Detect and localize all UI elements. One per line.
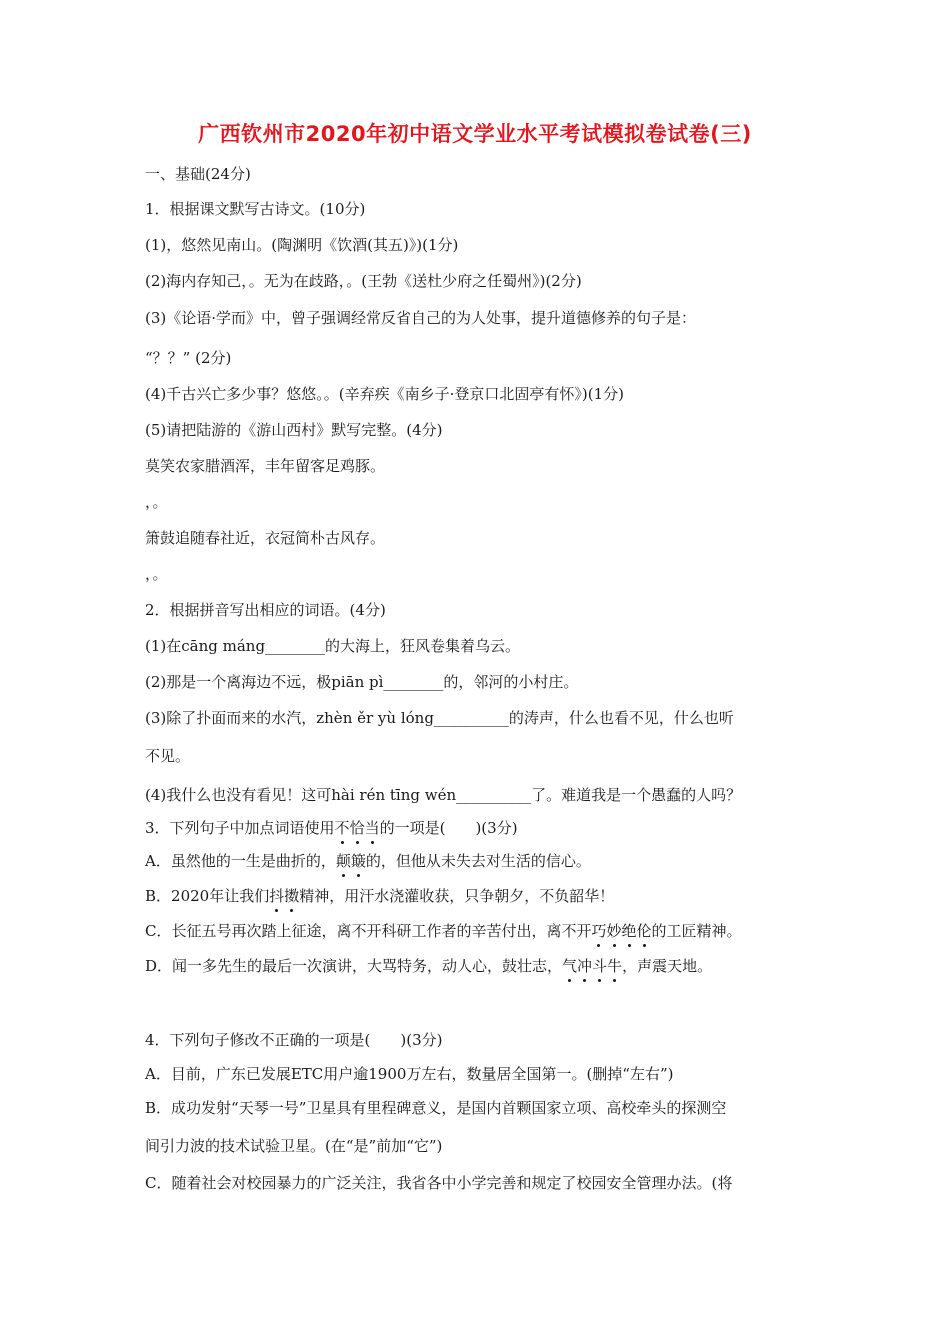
emphasis-char: 巧 [591,922,607,940]
emphasis-char: 妙 [606,922,622,940]
emphasis-char: 冲 [577,957,593,975]
text-line: B．2020年让我们抖擞精神，用汗水浇灌收获，只争朝夕，不负韶华！ [145,887,615,905]
text-line: ，。 [145,493,168,511]
emphasis-char: 不 [334,819,350,837]
text-line: (3)《论语·学而》中，曾子强调经常反省自己的为人处事，提升道德修养的句子是： [145,309,697,327]
emphasis-char: 抖 [269,887,285,905]
text-line: (4)千古兴亡多少事？悠悠。。(辛弃疾《南乡子·登京口北固亭有怀》)(1分) [145,385,624,403]
emphasis-char: 当 [364,819,380,837]
text-line: 3．下列句子中加点词语使用不恰当的一项是( )(3分) [145,819,518,837]
emphasis-char: 簸 [350,852,366,870]
text-line: A．虽然他的一生是曲折的，颠簸的，但他从未失去对生活的信心。 [145,852,591,870]
text-line: 2．根据拼音写出相应的词语。(4分) [145,601,386,619]
emphasis-char: 牛 [607,957,623,975]
text-line: C．长征五号再次踏上征途，离不开科研工作者的辛苦付出，离不开巧妙绝伦的工匠精神。 [145,922,742,940]
emphasis-char: 恰 [349,819,365,837]
emphasis-char: 伦 [636,922,652,940]
text-line: (1)在cāng máng________的大海上，狂风卷集着乌云。 [145,637,521,655]
emphasis-char: 擞 [284,887,300,905]
page-title: 广西钦州市2020年初中语文学业水平考试模拟卷试卷(三) [198,122,752,146]
text-line: 4．下列句子修改不正确的一项是( )(3分) [145,1031,443,1049]
text-line: 间引力波的技术试验卫星。(在“是”前加“它”) [145,1137,443,1155]
text-line: (1)，悠然见南山。(陶渊明《饮酒(其五)》)(1分) [145,236,459,254]
text-line: (2)海内存知己，。无为在歧路，。(王勃《送杜少府之任蜀州》)(2分) [145,272,582,290]
text-line: (2)那是一个离海边不远，极piān pì________的，邻河的小村庄。 [145,673,579,691]
emphasis-char: 气 [562,957,578,975]
text-line: 1．根据课文默写古诗文。(10分) [145,200,366,218]
text-line: 一、基础(24分) [145,165,251,183]
text-line: (4)我什么也没有看见！这可hài rén tīng wén__________了。难道我是一个愚蠢的人吗？ [145,786,742,804]
text-line: (3)除了扑面而来的水汽，zhèn ěr yù lóng__________的涛声，什么也看不见，什么也听 [145,709,734,727]
text-line: A．目前，广东已发展ETC用户逾1900万左右，数量居全国第一。(删掉“左右”) [145,1065,674,1083]
text-line: “？？” (2分) [145,349,232,367]
text-line: 莫笑农家腊酒浑，丰年留客足鸡豚。 [145,457,386,475]
text-line: C．随着社会对校园暴力的广泛关注，我省各中小学完善和规定了校园安全管理办法。(将 [145,1174,733,1192]
text-line: B．成功发射“天琴一号”卫星具有里程碑意义，是国内首颗国家立项、高校牵头的探测空 [145,1099,727,1117]
emphasis-char: 斗 [592,957,608,975]
emphasis-char: 颠 [335,852,351,870]
text-line: 箫鼓追随春社近，衣冠简朴古风存。 [145,529,386,547]
text-line: (5)请把陆游的《游山西村》默写完整。(4分) [145,421,443,439]
emphasis-char: 绝 [621,922,637,940]
text-line: 不见。 [145,747,191,765]
text-line: D．闻一多先生的最后一次演讲，大骂特务，动人心，鼓壮志，气冲斗牛，声震天地。 [145,957,713,975]
text-line: ，。 [145,565,168,583]
